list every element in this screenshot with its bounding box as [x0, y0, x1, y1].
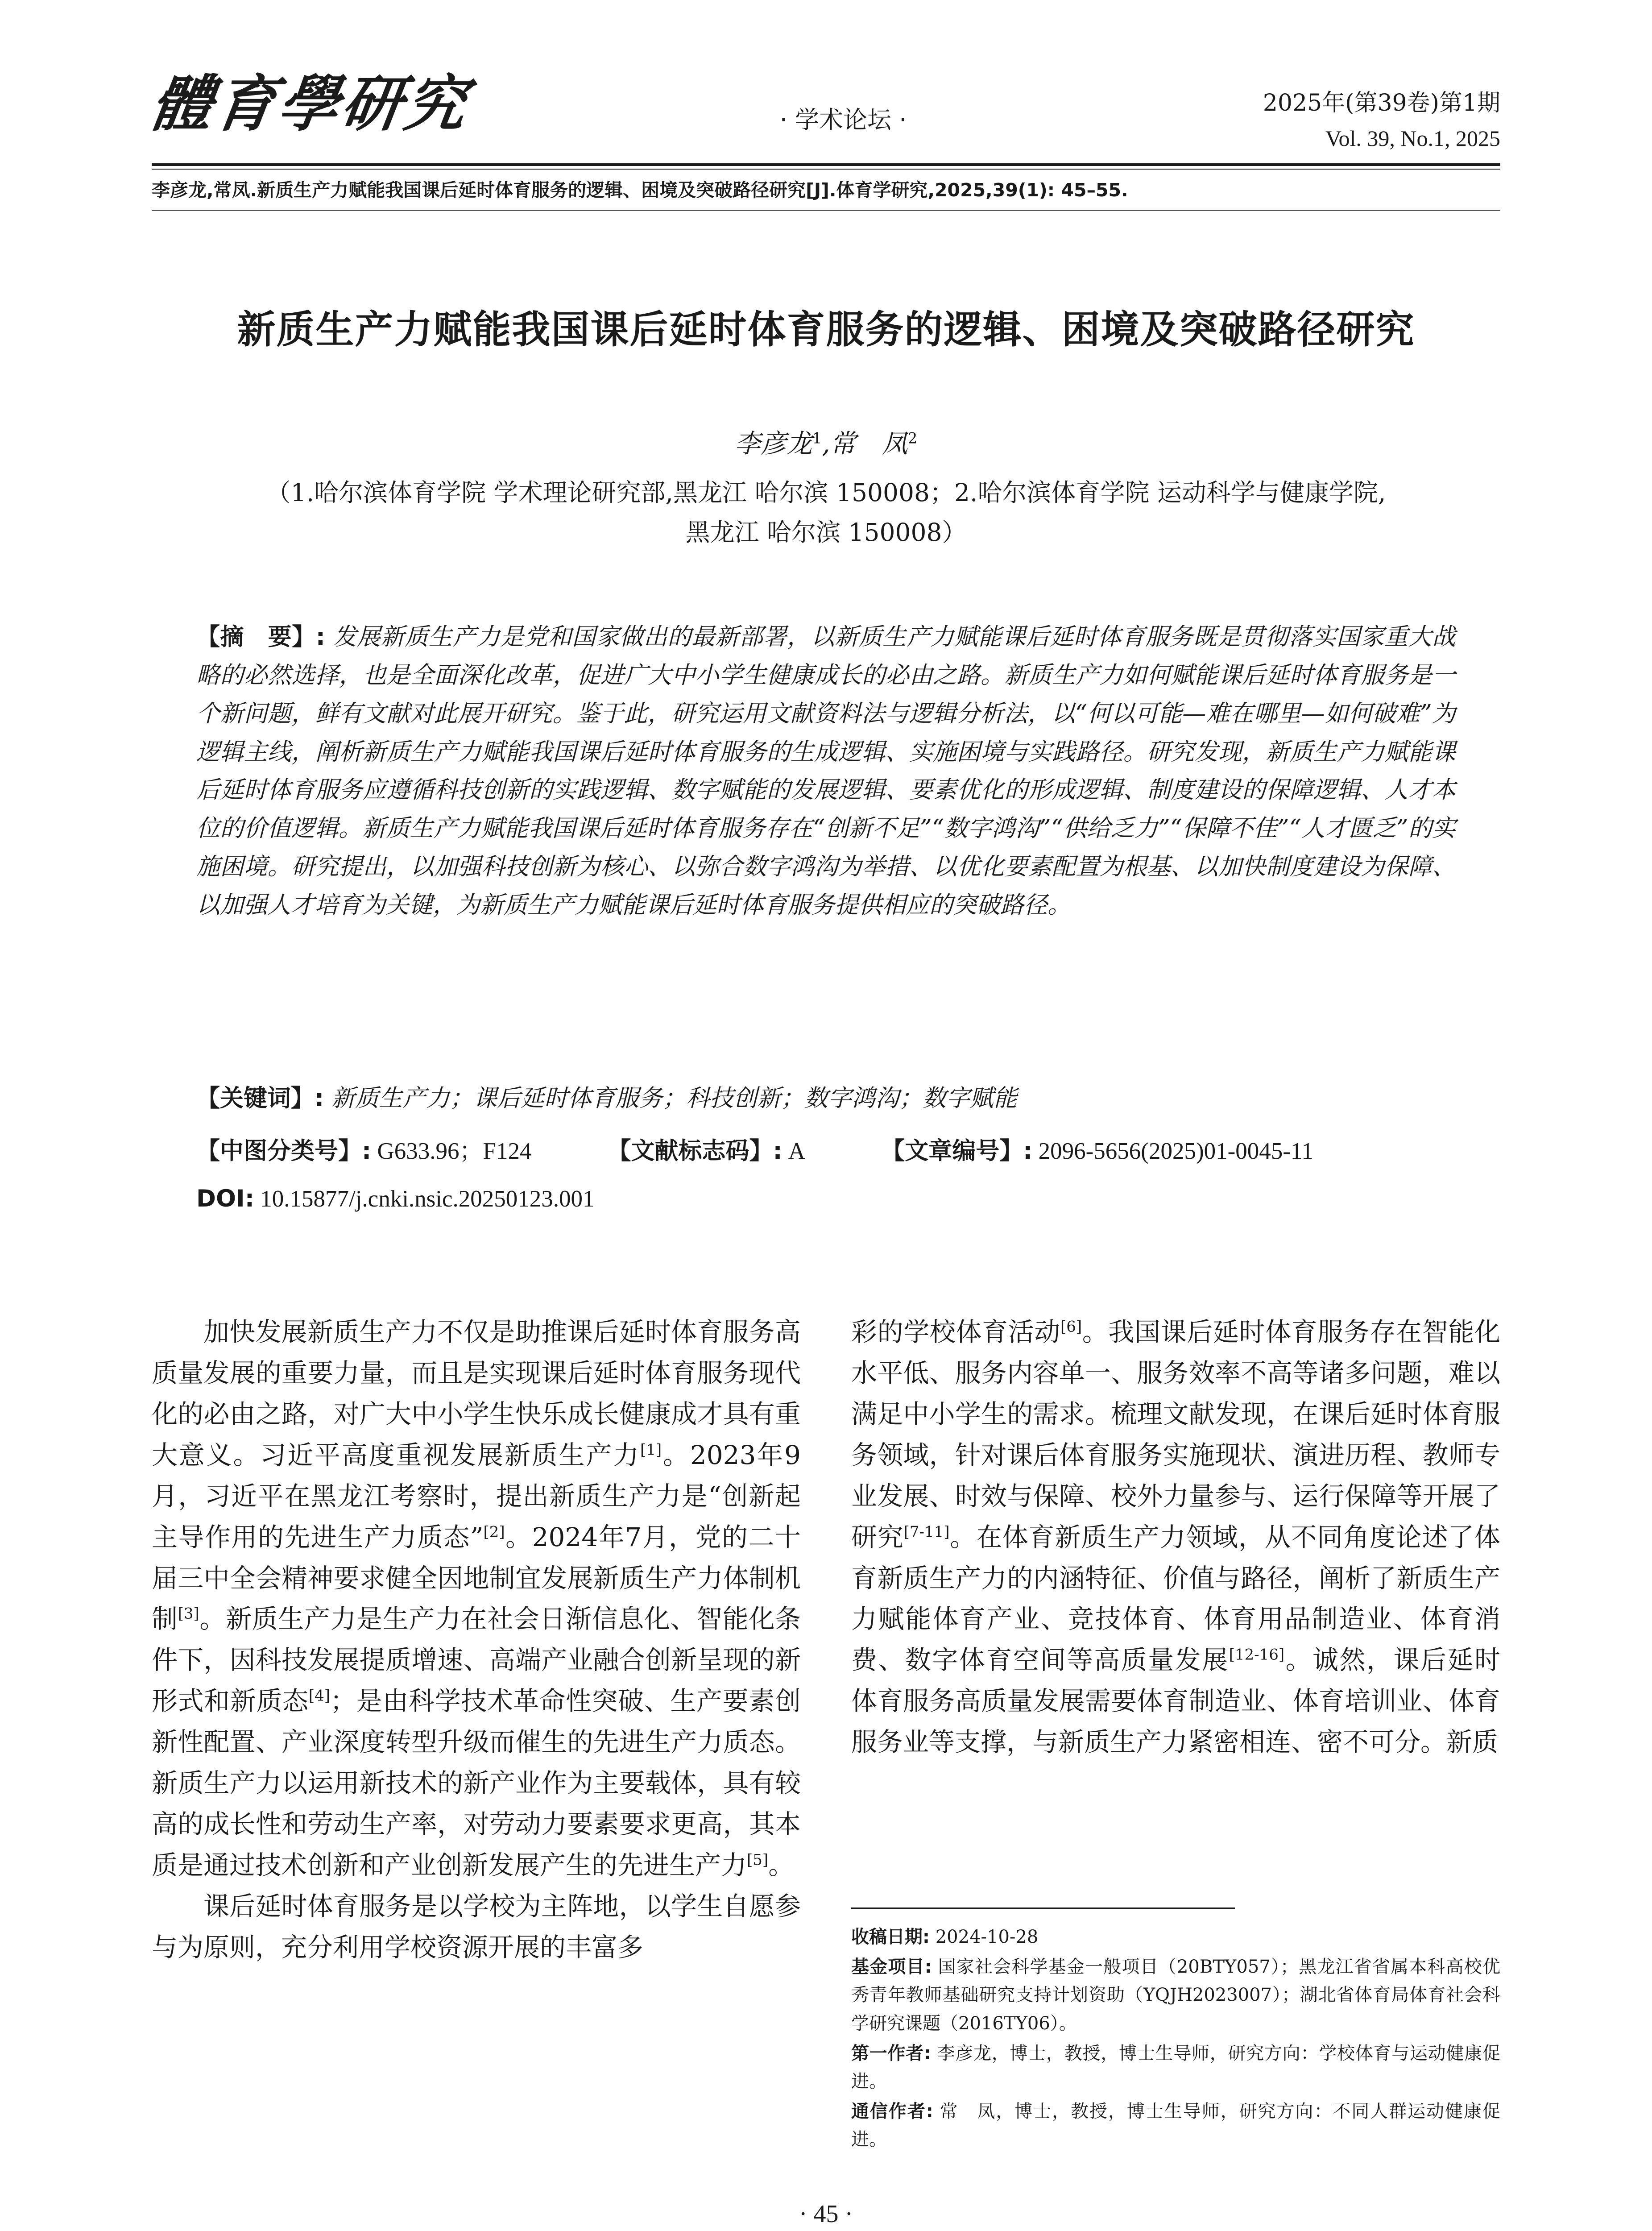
author-line: [152, 428, 1500, 460]
body-text: 。: [768, 1849, 795, 1880]
reference-marker: [12-16]: [1229, 1646, 1285, 1664]
body-text: 。2023年9月，习近平在黑龙江考察时，提出新质生产力是“创新起主导作用的先进生产力质态”: [152, 1439, 801, 1552]
keywords: [196, 1084, 1456, 1113]
doi-label: DOI:: [196, 1185, 254, 1212]
clc-value: G633.96；F124: [371, 1138, 532, 1164]
body-paragraph: 课后延时体育服务是以学校为主阵地，以学生自愿参与为原则，充分利用学校资源开展的丰富多: [152, 1891, 801, 1962]
corresponding-value: 常 凤，博士，教授，博士生导师，研究方向：不同人群运动健康促进。: [851, 2101, 1500, 2150]
body-column-right: [851, 1312, 1500, 1763]
body-text: 。诚然，课后延时体育服务高质量发展需要体育制造业、体育培训业、体育服务业等支撑，与新质生产力紧密相连、密不可分。新质: [851, 1645, 1500, 1758]
author-2: 常 凤: [830, 428, 908, 459]
affiliation-line-1: （1.哈尔滨体育学院 学术理论研究部,黑龙江 哈尔滨 150008；2.哈尔滨体育学院 运动科学与健康学院,: [266, 478, 1386, 507]
author-1: 李彦龙: [734, 428, 812, 459]
article-title: 新质生产力赋能我国课后延时体育服务的逻辑、困境及突破路径研究: [237, 307, 1415, 352]
column-label: · 学术论坛 ·: [779, 106, 907, 134]
body-text: 加快发展新质生产力不仅是助推课后延时体育服务高质量发展的重要力量，而且是实现课后延时体育服务现代化的必由之路，对广大中小学生快乐成长健康成才具有重大意义。习近平高度重视发展新质生产力: [152, 1317, 801, 1470]
reference-marker: [4]: [308, 1687, 331, 1705]
page-number: · 45 ·: [799, 2200, 853, 2228]
footnote-received: [851, 1923, 1500, 1951]
affiliation-line-2: 黑龙江 哈尔滨 150008）: [685, 518, 967, 547]
abstract-text: 发展新质生产力是党和国家做出的最新部署，以新质生产力赋能课后延时体育服务既是贯彻落实国家重大战略的必然选择，也是全面深化改革，促进广大中小学生健康成长的必由之路。新质生产力如何赋能课后延时体育服务是一个新问题，鲜有文献对此展开研究。鉴于此，研究运用文献资料法与逻辑分析法，以“何以可能—难在哪里—如何破难”为逻辑主线，阐析新质生产力赋能我国课后延时体育服务的生成逻辑、实施困境与实践路径。研究发现，新质生产力赋能课后延时体育服务应遵循科技创新的实践逻辑、数字赋能的发展逻辑、要素优化的形成逻辑、制度建设的保障逻辑、人才本位的价值逻辑。新质生产力赋能我国课后延时体育服务存在“创新不足”“数字鸿沟”“供给乏力”“保障不佳”“人才匮乏”的实施困境。研究提出，以加强科技创新为核心、以弥合数字鸿沟为举措、以优化要素配置为根基、以加快制度建设为保障、以加强人才培育为关键，为新质生产力赋能课后延时体育服务提供相应的突破路径。: [196, 623, 1456, 919]
body-text: 。我国课后延时体育服务存在智能化水平低、服务内容单一、服务效率不高等诸多问题，难以满足中小学生的需求。梳理文献发现，在课后延时体育服务领域，针对课后体育服务实施现状、演进历程、教师专业发展、时效与保障、校外力量参与、运行保障等开展了研究: [851, 1317, 1500, 1552]
abstract: [196, 618, 1456, 925]
author-1-affil: 1: [812, 429, 822, 448]
body-text: 。2024年7月，党的二十届三中全会精神要求健全因地制宜发展新质生产力体制机制: [152, 1522, 801, 1634]
footnote-corresponding: [851, 2098, 1500, 2154]
body-text: 。在体育新质生产力领域，从不同角度论述了体育新质生产力的内涵特征、价值与路径，阐析了新质生产力赋能体育产业、竞技体育、体育用品制造业、体育消费、数字体育空间等高质量发展: [851, 1522, 1500, 1675]
keywords-text: 新质生产力；课后延时体育服务；科技创新；数字鸿沟；数字赋能: [324, 1085, 1018, 1112]
first-author-value: 李彦龙，博士，教授，博士生导师，研究方向：学校体育与运动健康促进。: [851, 2043, 1500, 2092]
footnote-rule: [851, 1908, 1235, 1909]
author-separator: ,: [822, 428, 830, 459]
fund-label: 基金项目:: [851, 1957, 932, 1978]
reference-marker: [3]: [178, 1605, 199, 1623]
reference-marker: [1]: [640, 1441, 662, 1459]
classification-line: [196, 1137, 1456, 1166]
received-value: 2024-10-28: [930, 1927, 1039, 1947]
body-column-left: [152, 1312, 801, 1968]
article-no-label: 【文章编号】:: [881, 1137, 1033, 1165]
author-2-affil: 2: [907, 429, 918, 448]
article-no-value: 2096-5656(2025)01-0045-11: [1032, 1138, 1313, 1164]
issue-info-en: Vol. 39, No.1, 2025: [1325, 126, 1500, 151]
body-paragraph: [152, 1312, 801, 1886]
reference-marker: [6]: [1060, 1318, 1082, 1336]
affiliations: [196, 473, 1456, 552]
footnote-first-author: [851, 2040, 1500, 2096]
journal-logo: 體育學研究: [146, 68, 474, 140]
corresponding-label: 通信作者:: [851, 2101, 933, 2122]
first-author-label: 第一作者:: [851, 2043, 931, 2064]
doccode-label: 【文献标志码】:: [607, 1137, 783, 1165]
body-text: 。新质生产力是生产力在社会日渐信息化、智能化条件下，因科技发展提质增速、高端产业融合创新呈现的新形式和新质态: [152, 1604, 801, 1717]
header-rule-thin: [152, 169, 1500, 170]
doi-value: 10.15877/j.cnki.nsic.20250123.001: [254, 1186, 595, 1212]
citation-line: 李彦龙,常凤.新质生产力赋能我国课后延时体育服务的逻辑、困境及突破路径研究[J].体育学研究,2025,39(1): 45–55.: [152, 179, 1128, 201]
footnotes: [851, 1923, 1500, 2156]
reference-marker: [7-11]: [903, 1523, 950, 1541]
body-text: ；是由科学技术革命性突破、生产要素创新性配置、产业深度转型升级而催生的先进生产力质态。新质生产力以运用新技术的新产业作为主要载体，具有较高的成长性和劳动生产率，对劳动力要素要求更高，其本质是通过技术创新和产业创新发展产生的先进生产力: [152, 1686, 801, 1880]
fund-value: 国家社会科学基金一般项目（20BTY057）；黑龙江省省属本科高校优秀青年教师基础研究支持计划资助（YQJH2023007）；湖北省体育局体育社会科学研究课题（2016TY06）。: [851, 1957, 1500, 2034]
body-paragraph: [851, 1312, 1500, 1763]
doi-line: [196, 1185, 1456, 1214]
keywords-label: 【关键词】:: [196, 1085, 324, 1112]
reference-marker: [2]: [483, 1523, 505, 1541]
clc-label: 【中图分类号】:: [196, 1137, 372, 1165]
received-label: 收稿日期:: [851, 1927, 930, 1947]
abstract-label: 【摘 要】:: [196, 623, 325, 651]
issue-info-cn: 2025年(第39卷)第1期: [1263, 90, 1500, 116]
header-rule-thick: [152, 163, 1500, 166]
footnote-fund: [851, 1953, 1500, 2038]
citation-rule: [152, 210, 1500, 211]
reference-marker: [5]: [747, 1851, 769, 1869]
body-text: 彩的学校体育活动: [851, 1317, 1060, 1347]
doccode-value: A: [782, 1138, 806, 1164]
